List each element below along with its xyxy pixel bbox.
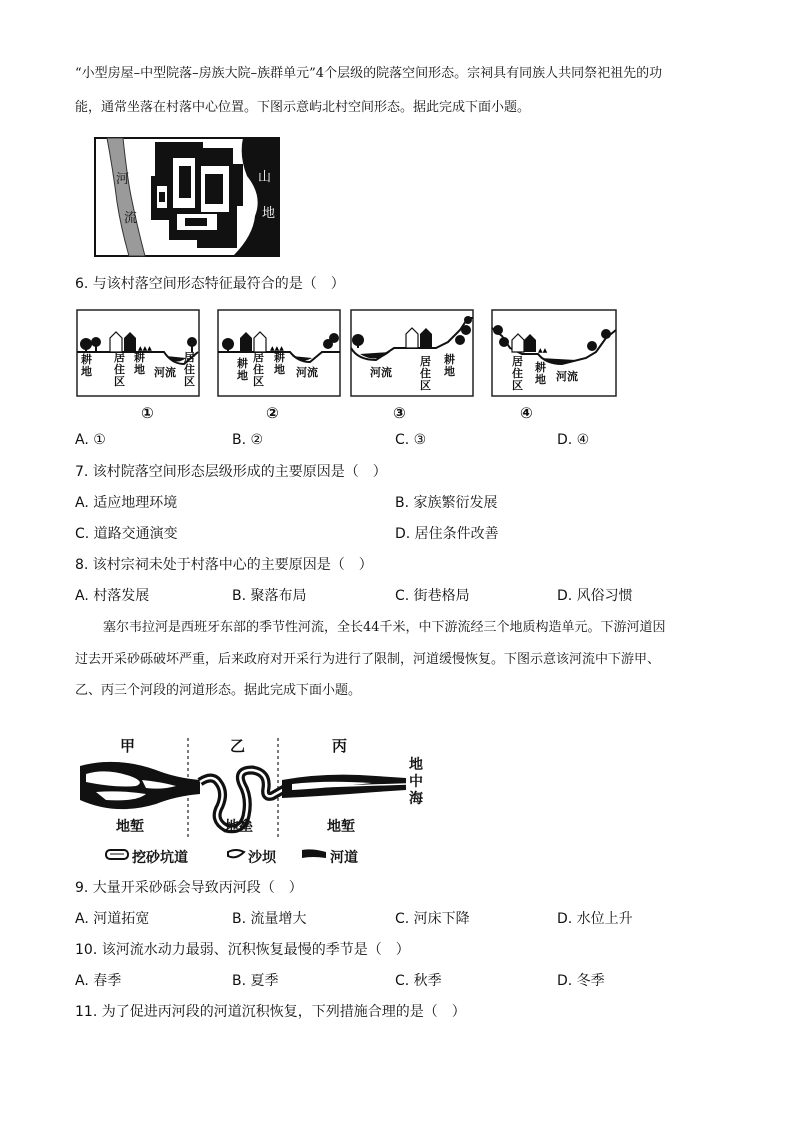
q6-option-d[interactable]: D. ④ <box>557 432 590 448</box>
fig3-residential-label: 居住区 <box>420 355 431 392</box>
figure-number-4: ④ <box>520 404 533 422</box>
figure-4-cross-section <box>492 310 616 396</box>
question-9-stem: 9. 大量开采砂砾会导致丙河段（ ） <box>75 880 303 896</box>
q8-option-d[interactable]: D. 风俗习惯 <box>557 588 633 604</box>
question-7-stem: 7. 该村院落空间形态层级形成的主要原因是（ ） <box>75 464 387 480</box>
q6-option-a[interactable]: A. ① <box>75 432 106 448</box>
mountain-label-char-2: 地 <box>262 206 276 221</box>
segment-label-jia: 甲 <box>120 737 136 755</box>
unit-label-graben-1: 地堑 <box>116 819 144 835</box>
intro-paragraph-1-line-1: “小型房屋–中型院落–房族大院–族群单元”4个层级的院落空间形态。宗祠具有同族人共同祭祀祖先的功 <box>75 66 663 81</box>
fig3-farmland-label: 耕地 <box>444 353 455 378</box>
figure-number-3: ③ <box>393 404 406 422</box>
figure-number-2: ② <box>266 404 279 422</box>
intro-paragraph-2-line-3: 乙、丙三个河段的河道形态。据此完成下面小题。 <box>75 683 362 698</box>
q7-option-a[interactable]: A. 适应地理环境 <box>75 495 178 511</box>
q9-option-c[interactable]: C. 河床下降 <box>395 911 470 927</box>
legend-channel: 河道 <box>330 850 358 866</box>
q6-option-c[interactable]: C. ③ <box>395 432 427 448</box>
fig4-residential-label: 居住区 <box>512 355 523 392</box>
q10-option-a[interactable]: A. 春季 <box>75 973 122 989</box>
unit-label-graben-2: 地堑 <box>327 819 355 835</box>
fig1-farmland-label-2: 耕地 <box>134 351 145 376</box>
fig1-residential-label: 居住区 <box>114 351 125 388</box>
question-6-stem: 6. 与该村落空间形态特征最符合的是（ ） <box>75 276 345 292</box>
question-8-stem: 8. 该村宗祠未处于村落中心的主要原因是（ ） <box>75 557 373 573</box>
question-11-stem: 11. 为了促进丙河段的河道沉积恢复，下列措施合理的是（ ） <box>75 1004 466 1020</box>
fig2-farmland-label-2: 耕地 <box>274 351 285 376</box>
q8-option-b[interactable]: B. 聚落布局 <box>232 588 307 604</box>
village-layout-map <box>93 136 281 258</box>
q9-option-d[interactable]: D. 水位上升 <box>557 911 633 927</box>
q6-option-b[interactable]: B. ② <box>232 432 264 448</box>
figure-number-1: ① <box>141 404 154 422</box>
fig3-river-label: 河流 <box>370 366 392 379</box>
q10-option-c[interactable]: C. 秋季 <box>395 973 442 989</box>
intro-paragraph-2-line-1: 塞尔韦拉河是西班牙东部的季节性河流，全长44千米，中下游流经三个地质构造单元。下游河道因 <box>103 620 666 635</box>
mountain-label-char-1: 山 <box>258 170 272 185</box>
river-label-char-1: 河 <box>116 172 130 187</box>
segment-label-yi: 乙 <box>230 737 246 755</box>
svg-text:▲▲▲: ▲▲▲ <box>270 345 284 352</box>
q8-option-a[interactable]: A. 村落发展 <box>75 588 150 604</box>
q7-option-b[interactable]: B. 家族繁衍发展 <box>395 495 498 511</box>
river-label-char-2: 流 <box>124 211 138 226</box>
q10-option-b[interactable]: B. 夏季 <box>232 973 279 989</box>
fig4-farmland-label: 耕地 <box>535 361 546 386</box>
legend-sand-pit: 挖砂坑道 <box>132 850 188 866</box>
q10-option-d[interactable]: D. 冬季 <box>557 973 605 989</box>
intro-paragraph-1-line-2: 能，通常坐落在村落中心位置。下图示意屿北村空间形态。据此完成下面小题。 <box>75 100 531 115</box>
fig4-river-label: 河流 <box>556 370 578 383</box>
q7-option-c[interactable]: C. 道路交通演变 <box>75 526 178 542</box>
intro-paragraph-2-line-2: 过去开采砂砾破坏严重，后来政府对开采行为进行了限制，河道缓慢恢复。下图示意该河流中下游甲、 <box>75 652 661 667</box>
fig1-river-label: 河流 <box>154 366 176 379</box>
svg-text:▲▲: ▲▲ <box>538 347 548 354</box>
q8-option-c[interactable]: C. 街巷格局 <box>395 588 470 604</box>
svg-text:▲▲▲: ▲▲▲ <box>138 345 152 352</box>
question-10-stem: 10. 该河流水动力最弱、沉积恢复最慢的季节是（ ） <box>75 942 410 958</box>
segment-label-bing: 丙 <box>332 737 348 755</box>
legend-sandbar: 沙坝 <box>248 850 276 866</box>
q9-option-b[interactable]: B. 流量增大 <box>232 911 307 927</box>
fig2-farmland-label: 耕地 <box>237 357 248 382</box>
fig2-river-label: 河流 <box>296 366 318 379</box>
sea-label-char-3: 海 <box>409 791 423 807</box>
sea-label-char-2: 中 <box>409 774 423 790</box>
fig1-residential-label-2: 居住区 <box>184 351 195 388</box>
q9-option-a[interactable]: A. 河道拓宽 <box>75 911 150 927</box>
fig1-farmland-label: 耕地 <box>81 353 92 378</box>
fig2-residential-label: 居住区 <box>253 351 264 388</box>
unit-label-horst: 地垒 <box>225 819 253 835</box>
q7-option-d[interactable]: D. 居住条件改善 <box>395 526 499 542</box>
sea-label-char-1: 地 <box>409 757 423 773</box>
